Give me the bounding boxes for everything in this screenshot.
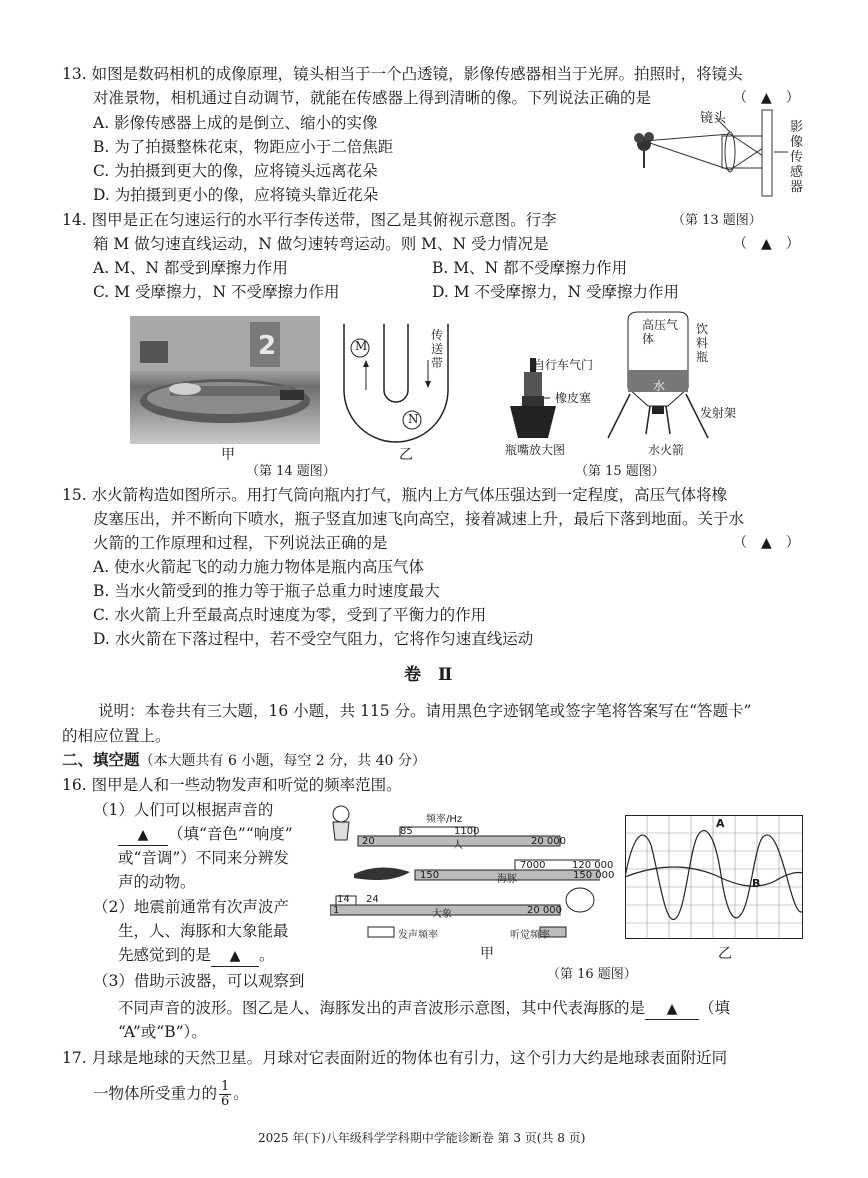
q14-answer-bracket: （ ▲ ） bbox=[733, 236, 800, 252]
q16-part2-line1: （2）地震前通常有次声波产 bbox=[93, 898, 289, 916]
gas-label: 高压气体 bbox=[642, 318, 679, 346]
q13-option-b: B. 为了拍摄整株花束，物距应小于二倍焦距 bbox=[93, 138, 394, 156]
q16-part3-line2 bbox=[118, 998, 730, 1020]
elephant-voice-max: 24 bbox=[366, 894, 379, 905]
dolphin-hear-max: 150 000 bbox=[573, 870, 615, 881]
elephant-hear-max: 20 000 bbox=[527, 905, 562, 916]
q13-answer-bracket: （ ▲ ） bbox=[733, 90, 800, 106]
q16-part3-text: 不同声音的波形。图乙是人、海豚发出的声音波形示意图，其中代表海豚的是 bbox=[118, 999, 646, 1017]
dolphin-label: 海豚 bbox=[497, 874, 517, 885]
fraction-numerator: 1 bbox=[221, 1079, 230, 1094]
q16-blank3[interactable]: ▲ bbox=[645, 999, 699, 1020]
q13-option-c: C. 为拍摄到更大的像，应将镜头远离花朵 bbox=[93, 162, 378, 180]
q13-caption: （第 13 题图） bbox=[672, 213, 762, 228]
q16-stem: 16. 图甲是人和一些动物发声和听觉的频率范围。 bbox=[62, 776, 402, 794]
part2-note-line1: 说明：本卷共有三大题，16 小题，共 115 分。请用黑色字迹钢笔或签字笔将答案写在“答题卡” bbox=[98, 702, 752, 720]
q17-line1: 17. 月球是地球的天然卫星。月球对它表面附近的物体也有引力，这个引力大约是地球表面附近同 bbox=[62, 1049, 728, 1067]
q16-part1-line3: 或“音调”）不同来分辨发 bbox=[118, 849, 289, 867]
q14-caption: （第 14 题图） bbox=[246, 464, 336, 479]
part2-note-line2: 的相应位置上。 bbox=[62, 727, 171, 745]
q16-part1-line4: 声的动物。 bbox=[118, 873, 196, 891]
q17-line2-text: 一物体所受重力的 bbox=[93, 1084, 218, 1103]
section-title: 二、填空题 bbox=[62, 750, 140, 769]
human-hear-max: 20 000 bbox=[531, 836, 566, 847]
nozzle-label: 瓶嘴放大图 bbox=[505, 443, 566, 457]
dolphin-voice-min: 7000 bbox=[520, 860, 546, 871]
sensor-label: 影像传感器 bbox=[790, 120, 804, 195]
human-voice-max: 1100 bbox=[454, 826, 480, 837]
conveyor-photo bbox=[130, 316, 320, 444]
fig16-yi-label: 乙 bbox=[718, 946, 732, 962]
q15-answer-bracket: （ ▲ ） bbox=[733, 535, 800, 551]
elephant-voice-min: 14 bbox=[337, 894, 350, 905]
q16-blank2[interactable]: ▲ bbox=[211, 946, 259, 967]
elephant-label: 大象 bbox=[432, 909, 452, 920]
freq-header: 频率/Hz bbox=[426, 814, 463, 825]
q15-line2: 皮塞压出，并不断向下喷水，瓶子竖直加速飞向高空，接着减速上升，最后下落到地面。关于水 bbox=[93, 510, 745, 528]
q15-option-a: A. 使水火箭起飞的动力施力物体是瓶内高压气体 bbox=[93, 558, 425, 576]
stopper-label: 橡皮塞 bbox=[555, 391, 592, 405]
human-voice-min: 85 bbox=[400, 826, 413, 837]
q16-part1-line1: （1）人们可以根据声音的 bbox=[93, 801, 274, 819]
q16-part2-text: 先感觉到的是 bbox=[118, 946, 212, 964]
part2-title: 卷 Ⅱ bbox=[404, 665, 453, 685]
q16-caption: （第 16 题图） bbox=[547, 967, 637, 982]
legend-hear: 听觉频率 bbox=[510, 930, 550, 941]
q16-part2-line3: 先感觉到的是 ▲ 。 bbox=[118, 945, 275, 967]
svg-text:2: 2 bbox=[258, 331, 277, 361]
page-footer: 2025 年(下)八年级科学学科期中学能诊断卷 第 3 页(共 8 页) bbox=[258, 1131, 586, 1145]
fig16-jia-label: 甲 bbox=[480, 946, 494, 962]
fig14-belt-label: 传送带 bbox=[431, 328, 444, 370]
q14-option-c: C. M 受摩擦力，N 不受摩擦力作用 bbox=[93, 283, 340, 301]
human-label: 人 bbox=[453, 840, 463, 851]
dolphin-voice-max: 120 000 bbox=[572, 860, 614, 871]
fraction bbox=[219, 1080, 231, 1109]
q16-part3-line1: （3）借助示波器，可以观察到 bbox=[93, 972, 305, 990]
fig14-m-label: M bbox=[355, 339, 368, 353]
valve-label: 自行车气门 bbox=[533, 358, 594, 372]
human-hear-min: 20 bbox=[362, 836, 375, 847]
q14-line2: 箱 M 做匀速直线运动，N 做匀速转弯运动。则 M、N 受力情况是 bbox=[93, 235, 549, 253]
fig14-n-label: N bbox=[408, 412, 419, 426]
q13-line2: 对准景物，相机通过自动调节，就能在传感器上得到清晰的像。下列说法正确的是 bbox=[93, 89, 652, 107]
q15-option-c: C. 水火箭上升至最高点时速度为零，受到了平衡力的作用 bbox=[93, 606, 487, 624]
q15-line1: 15. 水火箭构造如图所示。用打气筒向瓶内打气，瓶内上方气体压强达到一定程度，高压气体将橡 bbox=[62, 486, 728, 504]
oscilloscope-waves bbox=[625, 815, 805, 941]
stand-label: 发射架 bbox=[700, 406, 737, 420]
wave-a-label: A bbox=[716, 817, 725, 830]
q16-blank1[interactable]: ▲ bbox=[118, 825, 168, 846]
lens-label: 镜头 bbox=[700, 111, 727, 126]
fig14-yi-label: 乙 bbox=[399, 447, 413, 463]
dolphin-hear-min: 150 bbox=[420, 870, 440, 881]
q16-part3-hint: （填 bbox=[699, 999, 731, 1017]
q14-option-b: B. M、N 都不受摩擦力作用 bbox=[432, 259, 628, 277]
q13-option-a: A. 影像传感器上成的是倒立、缩小的实像 bbox=[93, 114, 378, 132]
q16-part1-hint: （填“音色”“响度” bbox=[168, 825, 293, 843]
q15-option-d: D. 水火箭在下落过程中，若不受空气阻力，它将作匀速直线运动 bbox=[93, 630, 534, 648]
q16-part3-line3: “A”或“B”）。 bbox=[118, 1023, 207, 1041]
q14-option-a: A. M、N 都受到摩擦力作用 bbox=[93, 259, 288, 277]
q15-option-b: B. 当水火箭受到的推力等于瓶子总重力时速度最大 bbox=[93, 582, 440, 600]
q14-option-d: D. M 不受摩擦力，N 受摩擦力作用 bbox=[432, 283, 680, 301]
q14-line1: 14. 图甲是正在匀速运行的水平行李传送带，图乙是其俯视示意图。行李 bbox=[62, 211, 557, 229]
frequency-range-chart bbox=[330, 800, 600, 950]
fraction-denominator: 6 bbox=[221, 1094, 230, 1109]
water-label: 水 bbox=[653, 379, 666, 393]
wave-b-label: B bbox=[752, 877, 761, 890]
section-heading bbox=[62, 750, 426, 771]
elephant-hear-min: 1 bbox=[333, 905, 340, 916]
q16-part1-line2 bbox=[118, 824, 293, 846]
bottle-label: 饮料瓶 bbox=[696, 322, 709, 364]
q13-line1: 13. 如图是数码相机的成像原理，镜头相当于一个凸透镜，影像传感器相当于光屏。拍照时，将镜头 bbox=[62, 65, 743, 83]
q15-caption: （第 15 题图） bbox=[575, 464, 665, 479]
q15-line3: 火箭的工作原理和过程，下列说法正确的是 bbox=[93, 534, 388, 552]
q17-line2 bbox=[93, 1080, 249, 1109]
fig14-jia-label: 甲 bbox=[221, 447, 235, 463]
q16-part2-line2: 生，人、海豚和大象能最 bbox=[118, 922, 289, 940]
legend-voice: 发声频率 bbox=[398, 930, 438, 941]
section-note: （本大题共有 6 小题，每空 2 分，共 40 分） bbox=[139, 753, 426, 769]
rocket-label: 水火箭 bbox=[648, 443, 685, 457]
q13-option-d: D. 为拍摄到更小的像，应将镜头靠近花朵 bbox=[93, 186, 379, 204]
q17-end: 。 bbox=[233, 1084, 249, 1103]
